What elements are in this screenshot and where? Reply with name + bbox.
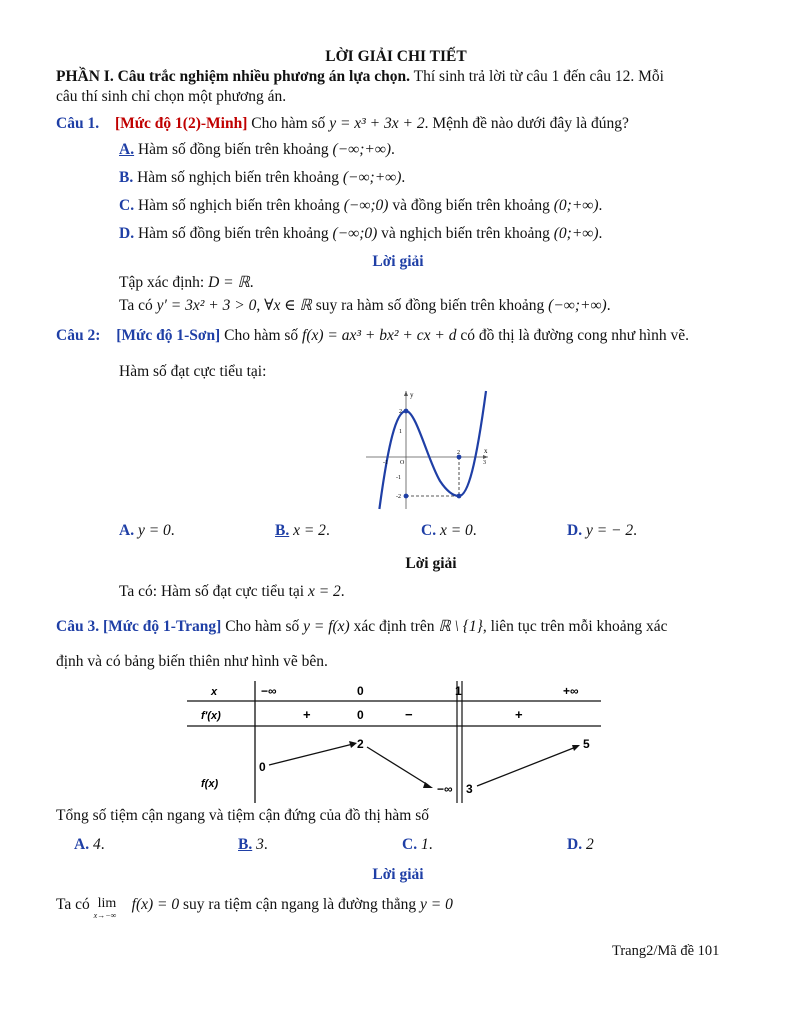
- arrow-up-1-head-icon: [349, 741, 357, 748]
- q3-sol-b: f(x) = 0: [131, 896, 180, 913]
- q2-solution-line: [119, 583, 345, 601]
- q2-sol-c: .: [340, 583, 345, 600]
- q1-stem: [56, 115, 629, 133]
- q2-label: Câu 2:: [56, 327, 101, 344]
- table-x-0: 0: [357, 684, 364, 698]
- q3-tag: [Mức độ 1-Trang]: [102, 618, 222, 635]
- q3-option-b: [238, 836, 268, 854]
- table-f-val-5: 5: [583, 737, 590, 751]
- q3-option-b-letter: B.: [238, 836, 253, 853]
- q1-option-c-tail: .: [598, 197, 603, 214]
- arrow-up-2-head-icon: [572, 745, 580, 751]
- q1-option-c-math2: (0;+∞): [553, 197, 599, 214]
- q1-option-a-math: (−∞;+∞): [332, 141, 392, 158]
- q2-sol-a: Ta có: Hàm số đạt cực tiểu tại: [119, 583, 308, 600]
- q2-option-c-math: x = 0: [439, 522, 473, 539]
- q3-option-d-letter: D.: [567, 836, 583, 853]
- q3-option-c: [402, 836, 433, 854]
- q1-option-c-letter: C.: [119, 197, 135, 214]
- q2-option-a-letter: A.: [119, 522, 135, 539]
- q2-option-d-math: y = − 2: [585, 522, 634, 539]
- q3-option-c-math: 1: [420, 836, 429, 853]
- q1-option-a-letter: A.: [119, 141, 135, 158]
- q3-question: Tổng số tiệm cận ngang và tiệm cận đứng của đồ thị hàm số: [56, 807, 429, 824]
- q2-text-a: Cho hàm số: [220, 327, 303, 344]
- max-point: [404, 409, 409, 414]
- q1-sol-line1-a: Tập xác định:: [119, 274, 209, 291]
- q2-option-a-tail: .: [170, 522, 175, 539]
- q2-stem: [56, 327, 689, 345]
- cubic-curve: [379, 391, 486, 509]
- q1-option-c: [119, 197, 602, 215]
- q2-prompt: Hàm số đạt cực tiểu tại:: [119, 363, 267, 380]
- point-y-minus2: [404, 494, 409, 499]
- q3-option-c-tail: .: [428, 836, 433, 853]
- q3-option-a: [74, 836, 105, 854]
- q3-text-b: xác định trên: [349, 618, 439, 635]
- q1-text-b: . Mệnh đề nào dưới đây là đúng?: [424, 115, 629, 132]
- table-sign-plus-2: +: [515, 707, 523, 722]
- table-x-neg-inf: −∞: [261, 684, 277, 698]
- q1-option-d-letter: D.: [119, 225, 135, 242]
- q3-limit-sub: x→−∞: [93, 911, 117, 920]
- q3-solution-title: Lời giải: [372, 866, 424, 883]
- q2-function: f(x) = ax³ + bx² + cx + d: [302, 327, 457, 344]
- q2-option-a-math: y = 0: [137, 522, 171, 539]
- q1-solution-line2: [119, 296, 611, 315]
- q1-option-b-tail: .: [401, 169, 406, 186]
- graph-tick-1: 1: [399, 429, 402, 435]
- q1-option-d-text: Hàm số đồng biến trên khoảng: [134, 225, 333, 242]
- graph-tick-m2: -2: [396, 494, 401, 500]
- q3-domain: ℝ \ {1}: [438, 618, 483, 635]
- q3-option-a-math: 4: [92, 836, 101, 853]
- q1-label: Câu 1.: [56, 115, 100, 132]
- q2-tag: [Mức độ 1-Sơn]: [116, 327, 221, 344]
- table-x-1: 1: [455, 684, 462, 698]
- arrow-up-1: [269, 744, 353, 765]
- q2-option-d-tail: .: [633, 522, 638, 539]
- table-label-x: x: [211, 686, 218, 698]
- part1-intro-text: Thí sinh trả lời từ câu 1 đến câu 12. Mỗi: [410, 68, 664, 85]
- document-title: LỜI GIẢI CHI TIẾT: [325, 48, 467, 65]
- q2-option-c-tail: .: [472, 522, 477, 539]
- q1-sol-line2-c: ,: [256, 297, 265, 314]
- q1-sol-line2-e: suy ra hàm số đồng biến trên khoảng: [311, 297, 549, 314]
- q3-limit-lim: lim: [97, 896, 117, 911]
- q3-limit: [93, 896, 132, 920]
- q1-sol-line1-b: D = ℝ: [208, 274, 250, 291]
- q3-function: y = f(x): [303, 618, 350, 635]
- q1-option-d-mid: và nghịch biến trên khoảng: [377, 225, 554, 242]
- q3-variation-table: [187, 681, 601, 803]
- q1-option-b: [119, 169, 405, 187]
- q2-cubic-graph: [360, 385, 500, 513]
- q3-sol-d: y = 0: [419, 896, 453, 913]
- table-label-fprime: f′(x): [201, 710, 221, 722]
- q1-sol-line2-d: ∀x ∈ ℝ: [264, 297, 312, 314]
- q1-sol-line2-b: y′ = 3x² + 3 > 0: [156, 297, 257, 314]
- arrow-up-2: [477, 747, 576, 786]
- q1-solution-line1: [119, 273, 254, 292]
- q3-text-a: Cho hàm số: [221, 618, 304, 635]
- table-f-val-3: 3: [466, 782, 473, 796]
- table-label-f: f(x): [201, 778, 219, 790]
- q3-text-c: , liên tục trên mỗi khoảng xác: [482, 618, 668, 635]
- q3-option-c-letter: C.: [402, 836, 418, 853]
- q2-solution-title: Lời giải: [405, 555, 457, 572]
- q1-option-c-text: Hàm số nghịch biến trên khoảng: [134, 197, 344, 214]
- q1-function: y = x³ + 3x + 2: [329, 115, 425, 132]
- q3-stem: [56, 617, 668, 636]
- q2-option-b-math: x = 2: [293, 522, 326, 539]
- q3-option-a-letter: A.: [74, 836, 90, 853]
- q3-option-b-tail: .: [263, 836, 268, 853]
- q2-sol-b: x = 2: [307, 583, 341, 600]
- q1-option-d-math: (−∞;0): [332, 225, 378, 242]
- graph-tick-m1: -1: [396, 475, 401, 481]
- q1-sol-line2-a: Ta có: [119, 297, 157, 314]
- part1-intro-line1: [56, 68, 664, 86]
- q1-option-d-math2: (0;+∞): [553, 225, 599, 242]
- q1-text-a: Cho hàm số: [247, 115, 330, 132]
- x-axis-arrow-icon: [483, 455, 488, 459]
- q2-option-b: [275, 522, 330, 540]
- q1-sol-line1-c: .: [249, 274, 254, 291]
- q1-option-b-math: (−∞;+∞): [342, 169, 402, 186]
- graph-tick-2: 2: [399, 409, 402, 415]
- graph-label-x: x: [484, 447, 488, 455]
- q1-sol-line2-f: (−∞;+∞): [548, 297, 607, 314]
- page-footer: Trang2/Mã đề 101: [612, 943, 720, 959]
- q2-option-d-letter: D.: [567, 522, 583, 539]
- q1-option-a: [119, 141, 395, 159]
- table-x-pos-inf: +∞: [563, 684, 579, 698]
- q3-option-b-math: 3: [256, 836, 264, 853]
- graph-origin: O: [400, 460, 405, 466]
- table-f-val-0: 0: [259, 760, 266, 774]
- q3-stem-line2: định và có bảng biến thiên như hình vẽ bên.: [56, 653, 328, 670]
- q1-option-d-tail: .: [598, 225, 603, 242]
- graph-tick-x3: 3: [483, 460, 486, 466]
- graph-tick-x2: 2: [457, 450, 460, 456]
- table-sign-minus: −: [405, 707, 413, 722]
- table-sign-zero: 0: [357, 708, 364, 722]
- table-sign-plus-1: +: [303, 707, 311, 722]
- q3-sol-c: suy ra tiệm cận ngang là đường thẳng: [179, 896, 420, 913]
- q1-option-a-text: Hàm số đồng biến trên khoảng: [134, 141, 333, 158]
- q3-solution-line: [56, 896, 453, 920]
- q2-option-c-letter: C.: [421, 522, 437, 539]
- q1-solution-title: Lời giải: [372, 253, 424, 270]
- q3-option-d-math: 2: [585, 836, 594, 853]
- q1-sol-line2-g: .: [606, 297, 611, 314]
- q3-sol-a: Ta có: [56, 896, 94, 913]
- arrow-down: [367, 747, 428, 785]
- q2-option-c: [421, 522, 477, 540]
- graph-tick-xm1: -1: [383, 460, 388, 466]
- q1-option-c-mid: và đồng biến trên khoảng: [388, 197, 554, 214]
- q2-option-d: [567, 522, 637, 540]
- part1-heading: PHẦN I. Câu trắc nghiệm nhiều phương án lựa chọn.: [56, 68, 411, 85]
- q3-label: Câu 3.: [56, 618, 100, 635]
- part1-intro-line2: câu thí sinh chỉ chọn một phương án.: [56, 88, 287, 105]
- graph-label-y: y: [410, 391, 414, 399]
- q2-text-b: có đồ thị là đường cong như hình vẽ.: [456, 327, 689, 344]
- q3-option-a-tail: .: [100, 836, 105, 853]
- q2-option-a: [119, 522, 175, 540]
- table-f-val-neg-inf: −∞: [437, 782, 453, 796]
- q1-option-d: [119, 225, 602, 243]
- y-axis-arrow-icon: [404, 391, 408, 396]
- min-point: [457, 494, 462, 499]
- q1-option-b-letter: B.: [119, 169, 134, 186]
- q1-option-c-math: (−∞;0): [343, 197, 389, 214]
- q2-option-b-letter: B.: [275, 522, 290, 539]
- q1-option-a-tail: .: [391, 141, 395, 158]
- q1-tag: [Mức độ 1(2)-Minh]: [114, 115, 248, 132]
- q3-option-d: [567, 836, 594, 854]
- q1-option-b-text: Hàm số nghịch biến trên khoảng: [133, 169, 343, 186]
- table-f-val-2: 2: [357, 737, 364, 751]
- q2-option-b-tail: .: [325, 522, 330, 539]
